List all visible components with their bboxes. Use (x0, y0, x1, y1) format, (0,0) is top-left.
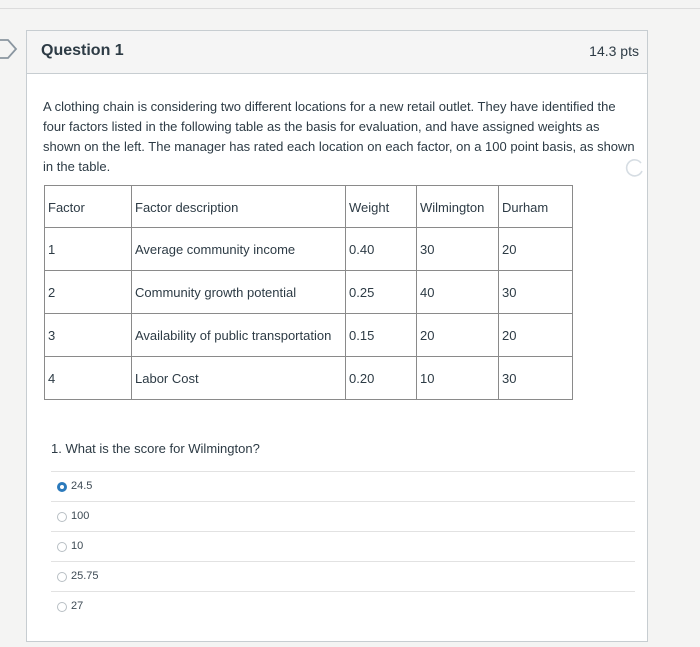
cell-weight: 0.15 (346, 314, 417, 357)
cell-description: Labor Cost (132, 357, 346, 400)
factors-table (44, 185, 573, 400)
answer-option[interactable] (51, 471, 635, 501)
table-row (45, 228, 573, 271)
cell-factor: 2 (45, 271, 132, 314)
answer-label: 25.75 (71, 570, 99, 582)
radio-icon[interactable] (57, 512, 67, 522)
radio-icon[interactable] (57, 572, 67, 582)
answer-label: 24.5 (71, 480, 93, 492)
question-points: 14.3 pts (589, 43, 639, 59)
question-header (27, 31, 647, 74)
header-durham: Durham (499, 186, 573, 228)
answer-label: 10 (71, 540, 84, 552)
answer-label: 27 (71, 600, 84, 612)
sub-question-text: 1. What is the score for Wilmington? (51, 441, 260, 456)
refresh-icon (623, 157, 645, 179)
table-header-row (45, 186, 573, 228)
answer-option[interactable] (51, 501, 635, 531)
header-wilmington: Wilmington (417, 186, 499, 228)
cell-wilmington: 10 (417, 357, 499, 400)
header-factor-description: Factor description (132, 186, 346, 228)
cell-durham: 30 (499, 271, 573, 314)
cell-description: Average community income (132, 228, 346, 271)
cell-wilmington: 40 (417, 271, 499, 314)
table-row (45, 271, 573, 314)
header-factor: Factor (45, 186, 132, 228)
cell-description: Availability of public transportation (132, 314, 346, 357)
table-row (45, 357, 573, 400)
top-divider (0, 8, 700, 9)
cell-factor: 4 (45, 357, 132, 400)
cell-factor: 1 (45, 228, 132, 271)
cell-weight: 0.40 (346, 228, 417, 271)
question-card (26, 30, 648, 642)
cell-description: Community growth potential (132, 271, 346, 314)
question-flag-icon[interactable] (0, 38, 18, 60)
answer-option[interactable] (51, 591, 635, 621)
answer-list (51, 471, 635, 621)
answer-label: 100 (71, 510, 90, 522)
cell-factor: 3 (45, 314, 132, 357)
answer-option[interactable] (51, 561, 635, 591)
radio-selected-icon[interactable] (57, 482, 67, 492)
table-row (45, 314, 573, 357)
cell-durham: 30 (499, 357, 573, 400)
cell-durham: 20 (499, 228, 573, 271)
cell-durham: 20 (499, 314, 573, 357)
radio-icon[interactable] (57, 602, 67, 612)
cell-weight: 0.25 (346, 271, 417, 314)
answer-option[interactable] (51, 531, 635, 561)
question-title: Question 1 (41, 42, 124, 59)
question-text: A clothing chain is considering two different locations for a new retail outlet. They have identified the four factors listed in the following table as the basis for evaluation, and have assigned weights as shown on the left. The manager has rated each location on each factor, on a 100 point basis, as shown in the table. (43, 99, 635, 174)
radio-icon[interactable] (57, 542, 67, 552)
cell-wilmington: 30 (417, 228, 499, 271)
cell-weight: 0.20 (346, 357, 417, 400)
header-weight: Weight (346, 186, 417, 228)
cell-wilmington: 20 (417, 314, 499, 357)
